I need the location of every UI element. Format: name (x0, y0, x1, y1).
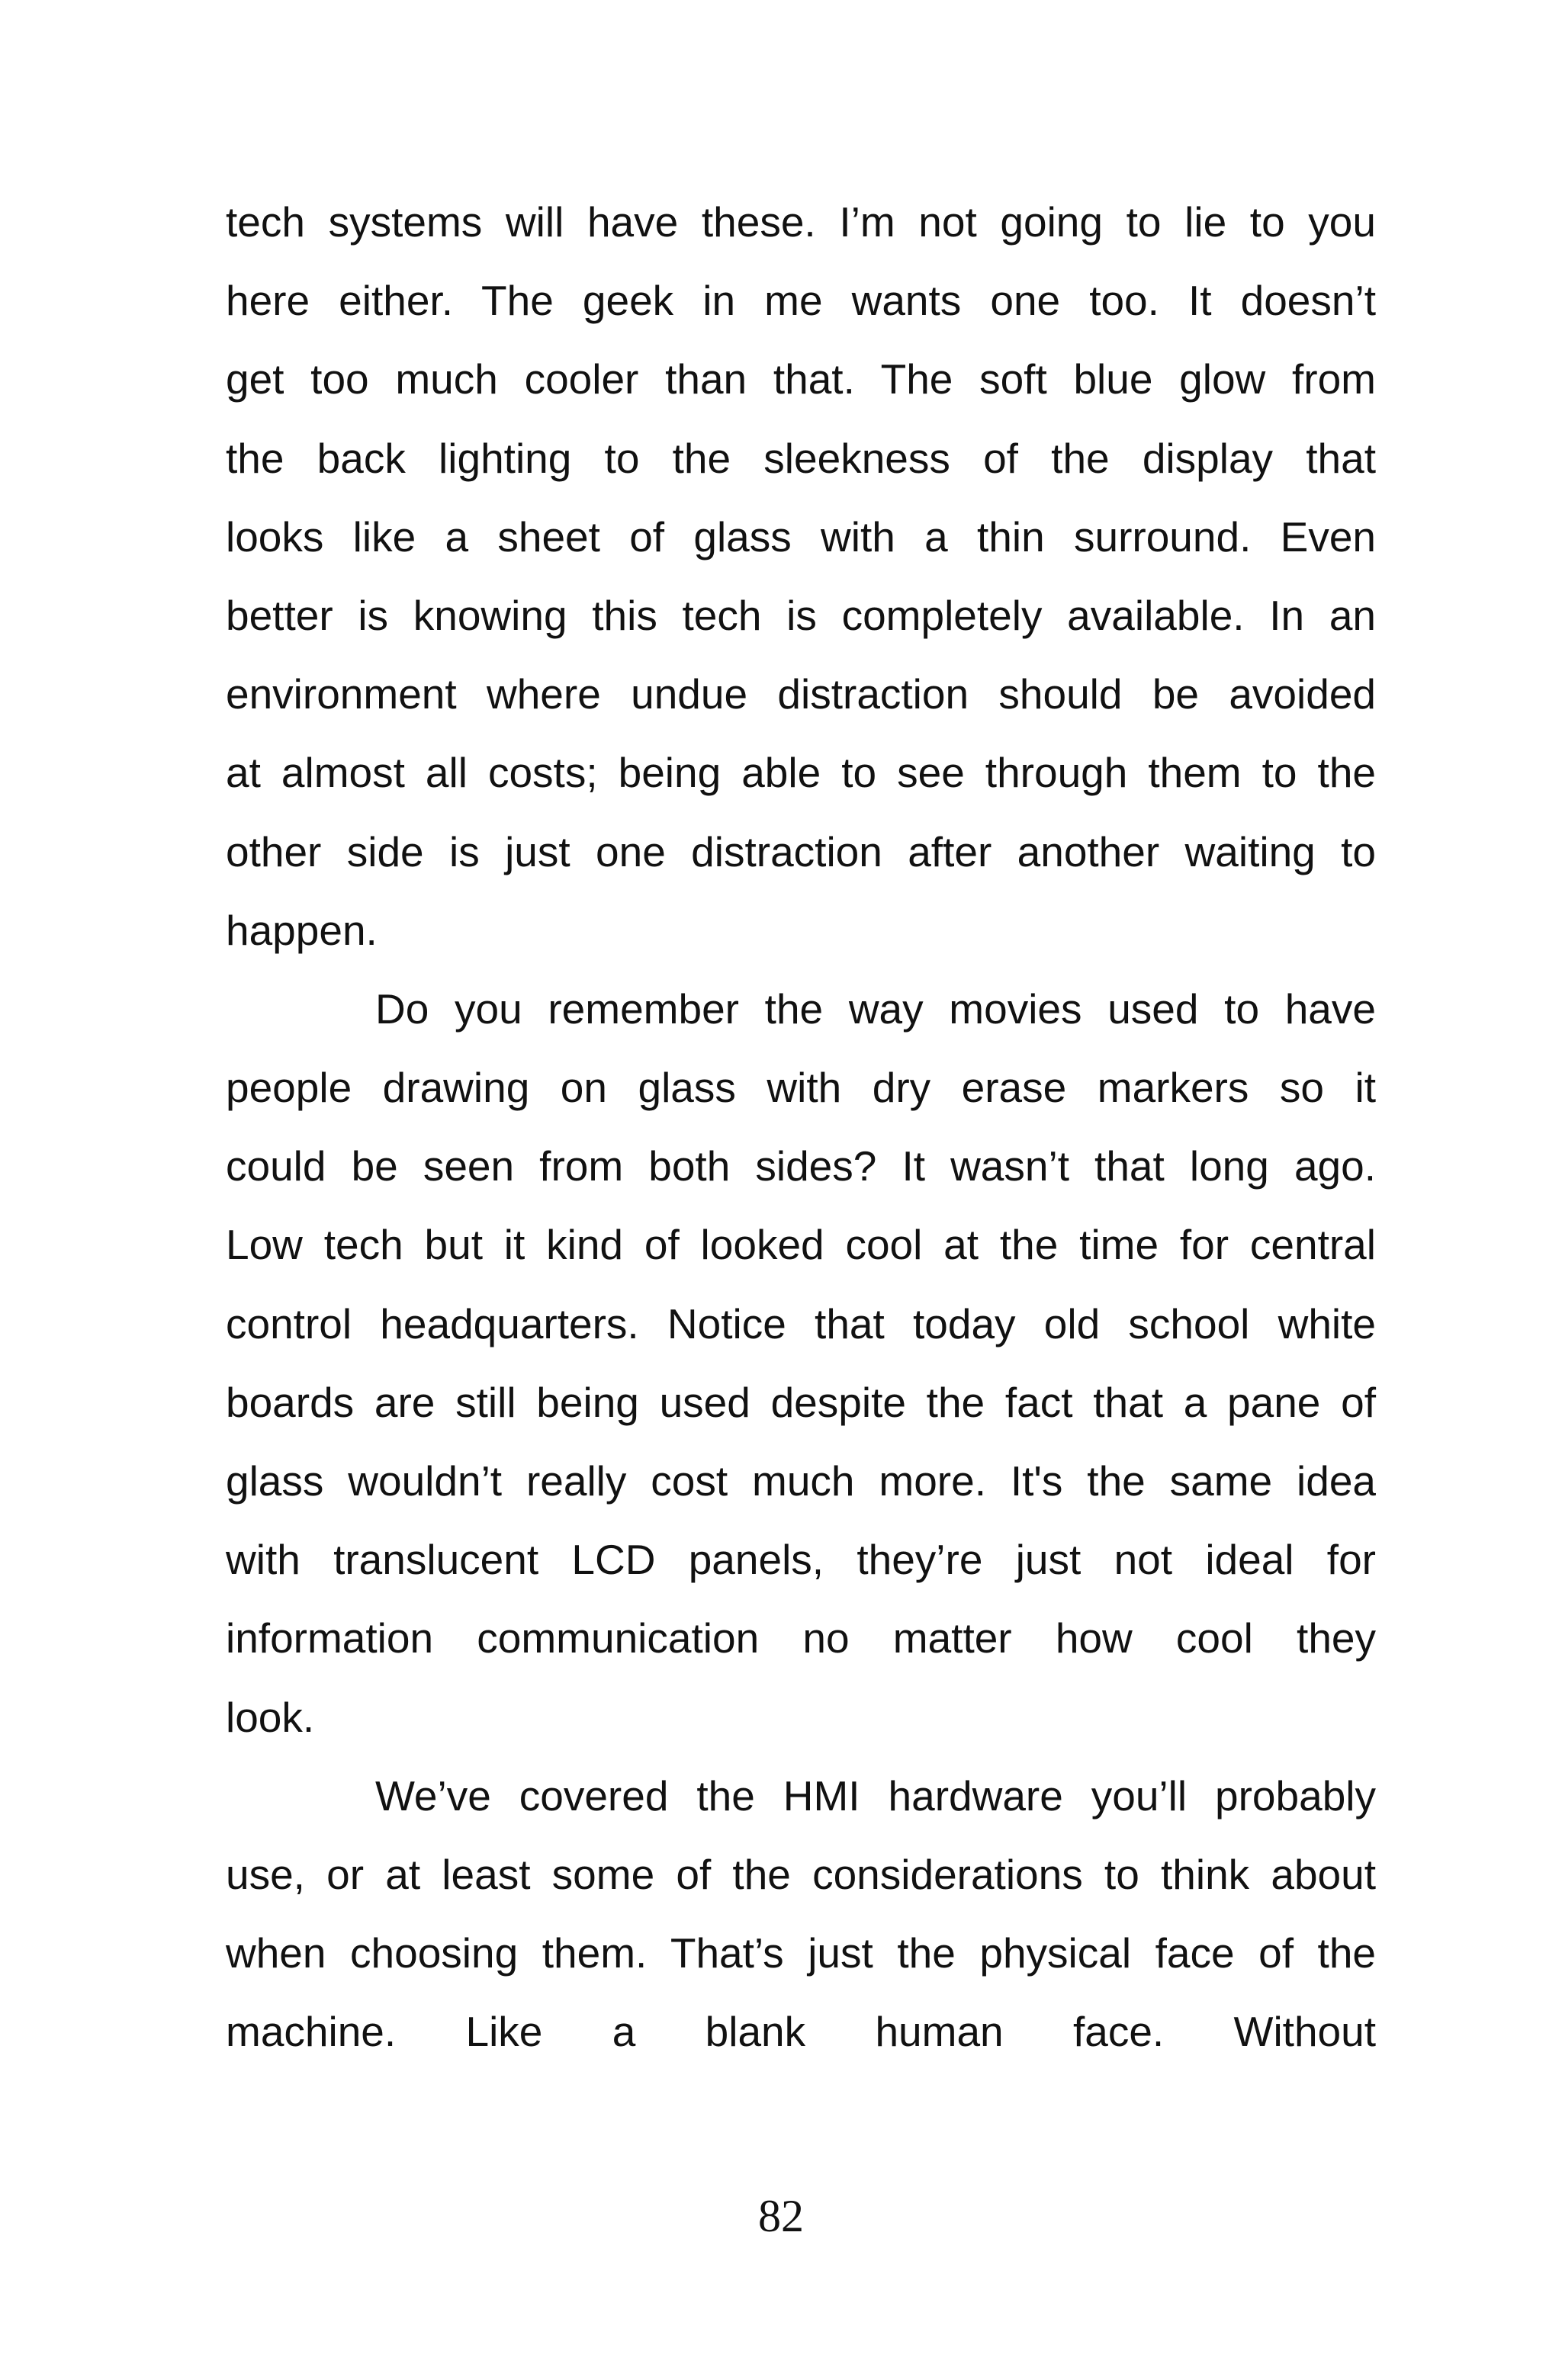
text-line: looks like a sheet of glass with a thin surround. Even (226, 512, 1376, 560)
text-line: happen. (226, 906, 378, 954)
text-line: get too much cooler than that. The soft blue glow from (226, 355, 1376, 403)
text-line: machine. Like a blank human face. Without (226, 2008, 1376, 2056)
text-line: use, or at least some of the considerations to think about (226, 1850, 1376, 1898)
text-line: control headquarters. Notice that today old school white (226, 1299, 1376, 1347)
text-line: Low tech but it kind of looked cool at the time for central (226, 1221, 1376, 1269)
text-line: at almost all costs; being able to see through them to the (226, 749, 1376, 797)
text-line: with translucent LCD panels, they’re just not ideal for (226, 1536, 1376, 1584)
page-number: 82 (758, 2191, 804, 2241)
body-text (226, 183, 1376, 2072)
text-line: environment where undue distraction should be avoided (226, 670, 1376, 718)
text-line: other side is just one distraction after another waiting to (226, 827, 1376, 875)
text-line: glass wouldn’t really cost much more. It's the same idea (226, 1457, 1376, 1505)
paragraph-first-line: We’ve covered the HMI hardware you’ll probably (375, 1771, 1376, 1820)
text-line: look. (226, 1693, 315, 1741)
text-line: here either. The geek in me wants one too. It doesn’t (226, 277, 1376, 325)
text-line: information communication no matter how cool they (226, 1614, 1376, 1662)
paragraph-first-line: Do you remember the way movies used to have (375, 984, 1376, 1033)
text-line: boards are still being used despite the fact that a pane of (226, 1378, 1376, 1426)
text-line: better is knowing this tech is completely available. In an (226, 591, 1376, 639)
text-line: when choosing them. That’s just the physical face of the (226, 1929, 1376, 1977)
text-line: the back lighting to the sleekness of the display that (226, 434, 1376, 482)
text-line: tech systems will have these. I’m not going to lie to you (226, 198, 1376, 246)
text-line: people drawing on glass with dry erase markers so it (226, 1064, 1376, 1112)
text-line: could be seen from both sides? It wasn’t that long ago. (226, 1142, 1376, 1190)
